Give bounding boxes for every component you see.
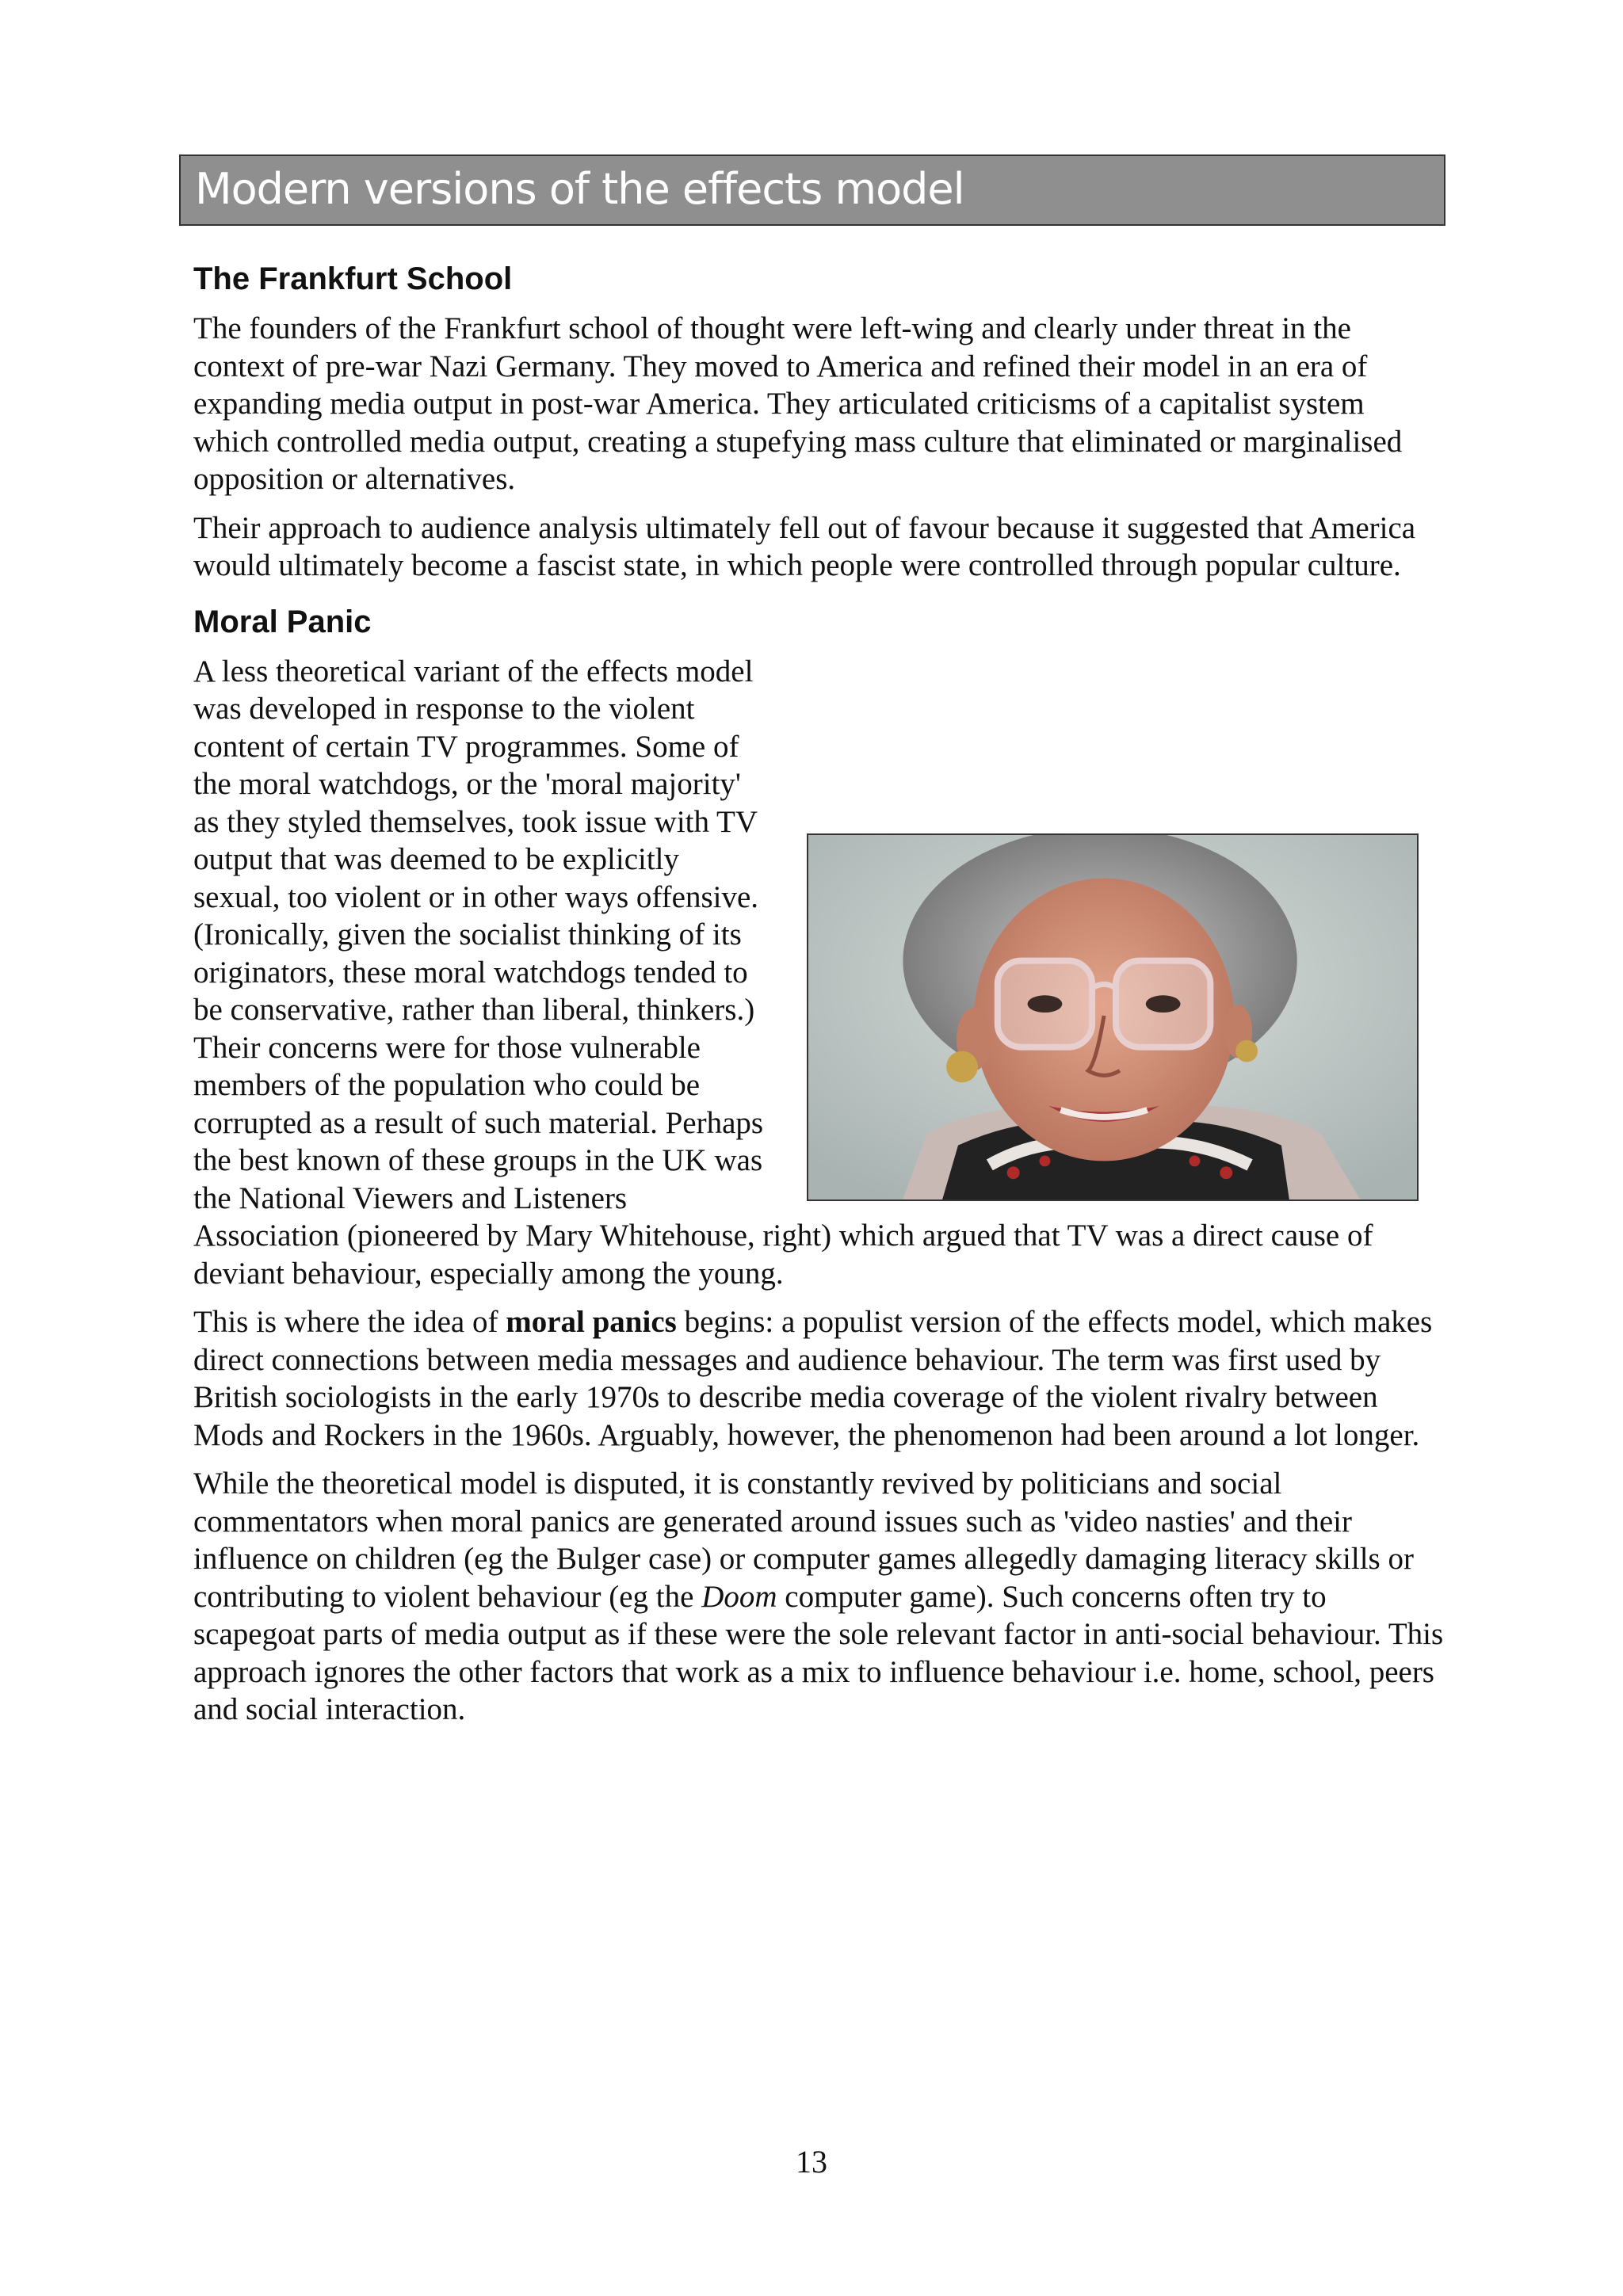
frankfurt-paragraph-2: Their approach to audience analysis ultimately fell out of favour because it suggested that America would ultimately become a fascist state, in which people were controlled through popular culture. [193,510,1416,582]
page-number: 13 [796,2144,827,2180]
frankfurt-heading: The Frankfurt School [193,261,513,296]
moral-panic-paragraph-2 [193,1303,1445,1454]
portrait-photo [807,833,1419,1201]
moral-panic-paragraph-3 [193,1465,1445,1729]
portrait-illustration [808,835,1417,1199]
section-title-bar [179,154,1445,226]
page-title: Modern versions of the effects model [195,164,964,214]
doom-title: Doom [701,1579,777,1614]
moral-panic-paragraph-3-start: While the theoretical model is disputed, it is constantly revived by politicians and social commentators when moral panics are generated around issues such as 'video nasties' and their influence on children (eg the Bulger case) or computer games allegedly damaging literacy skills or contributing to violent behaviour (eg the [193,1466,1414,1614]
main-content [193,257,1445,1740]
moral-panics-term: moral panics [506,1305,677,1339]
moral-panic-paragraph-1: A less theoretical variant of the effects model was developed in response to the violent content of certain TV programmes. Some of the moral watchdogs, or the 'moral majority' as they styled themselves, took issue with TV output that was deemed to be explicitly sexual, too violent or in other ways offensive. (Ironically, given the socialist thinking of its originators, these moral watchdogs tended to be conservative, rather than liberal, thinkers.) Their concerns were for those vulnerable members of the population who could be corrupted as a result of such material. Perhaps the best known of these groups in the UK was the National Viewers and Listeners Association (pioneered by Mary Whitehouse, right) which argued that TV was a direct cause of deviant behaviour, especially among the young. [193,654,1373,1291]
moral-panic-paragraph-2-end: begins: a populist version of the effects model, which makes direct connections between media messages and audience behaviour. The term was first used by British sociologists in the early 1970s to describe media coverage of the violent rivalry between Mods and Rockers in the 1960s. Arguably, however, the phenomenon had been around a lot longer. [193,1305,1433,1452]
moral-panic-heading: Moral Panic [193,604,372,639]
frankfurt-paragraph-1: The founders of the Frankfurt school of thought were left-wing and clearly under threat in the context of pre-war Nazi Germany. They moved to America and refined their model in an era of expanding media output in post-war America. They articulated criticisms of a capitalist system which controlled media output, creating a stupefying mass culture that eliminated or marginalised opposition or alternatives. [193,311,1403,496]
moral-panic-paragraph-2-start: This is where the idea of [193,1305,506,1339]
moral-panic-paragraph-3-end: computer game). Such concerns often try to scapegoat parts of media output as if these were the sole relevant factor in anti-social behaviour. This approach ignores the other factors that work as a mix to influence behaviour i.e. home, school, peers and social interaction. [193,1579,1444,1726]
